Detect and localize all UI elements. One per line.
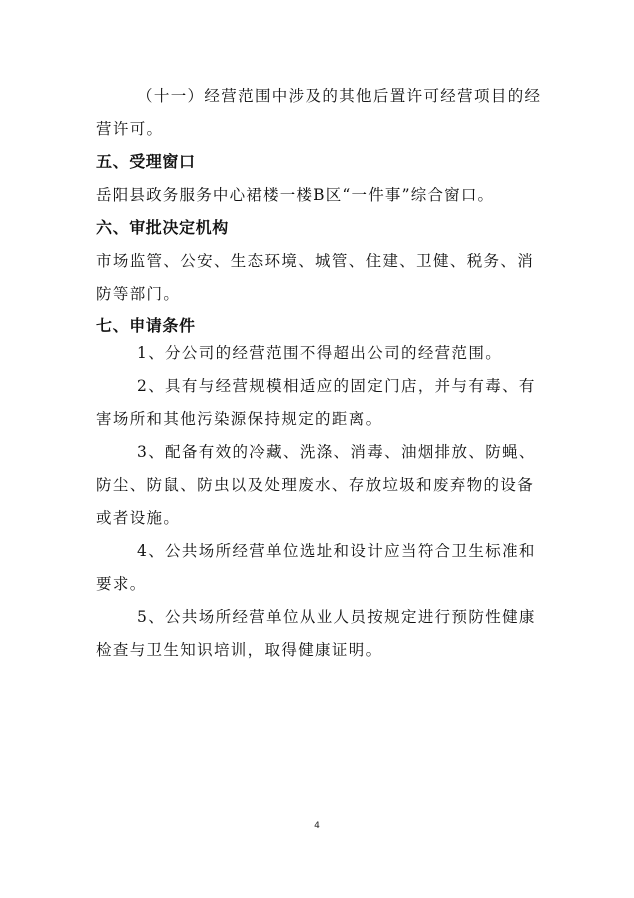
condition-4-line-2: 要求。 — [96, 575, 147, 593]
condition-3-line-1: 3、配备有效的冷藏、洗涤、消毒、油烟排放、防蝇、 — [137, 443, 536, 461]
item-eleven-line-2: 营许可。 — [96, 120, 164, 138]
condition-3-line-3: 或者设施。 — [96, 509, 181, 527]
condition-5-line-1: 5、公共场所经营单位从业人员按规定进行预防性健康 — [137, 608, 536, 626]
page-number: 4 — [314, 821, 320, 831]
section-six-line-2: 防等部门。 — [96, 285, 181, 303]
section-seven-heading: 七、申请条件 — [96, 316, 196, 335]
section-six-line-1: 市场监管、公安、生态环境、城管、住建、卫健、税务、消 — [96, 252, 535, 270]
condition-4-line-1: 4、公共场所经营单位选址和设计应当符合卫生标准和 — [137, 542, 536, 560]
condition-2-line-1: 2、具有与经营规模相适应的固定门店，并与有毒、有 — [137, 377, 536, 395]
condition-3-line-2: 防尘、防鼠、防虫以及处理废水、存放垃圾和废弃物的设备 — [96, 476, 535, 494]
section-six-heading: 六、审批决定机构 — [96, 218, 229, 237]
section-five-text: 岳阳县政务服务中心裙楼一楼B区“一件事”综合窗口。 — [96, 186, 495, 204]
condition-2-line-2: 害场所和其他污染源保持规定的距离。 — [96, 410, 383, 428]
item-eleven-line-1: （十一）经营范围中涉及的其他后置许可经营项目的经 — [137, 87, 542, 105]
condition-1-line-1: 1、分公司的经营范围不得超出公司的经营范围。 — [137, 344, 503, 362]
condition-5-line-2: 检查与卫生知识培训，取得健康证明。 — [96, 641, 383, 659]
section-five-heading: 五、受理窗口 — [96, 152, 196, 171]
